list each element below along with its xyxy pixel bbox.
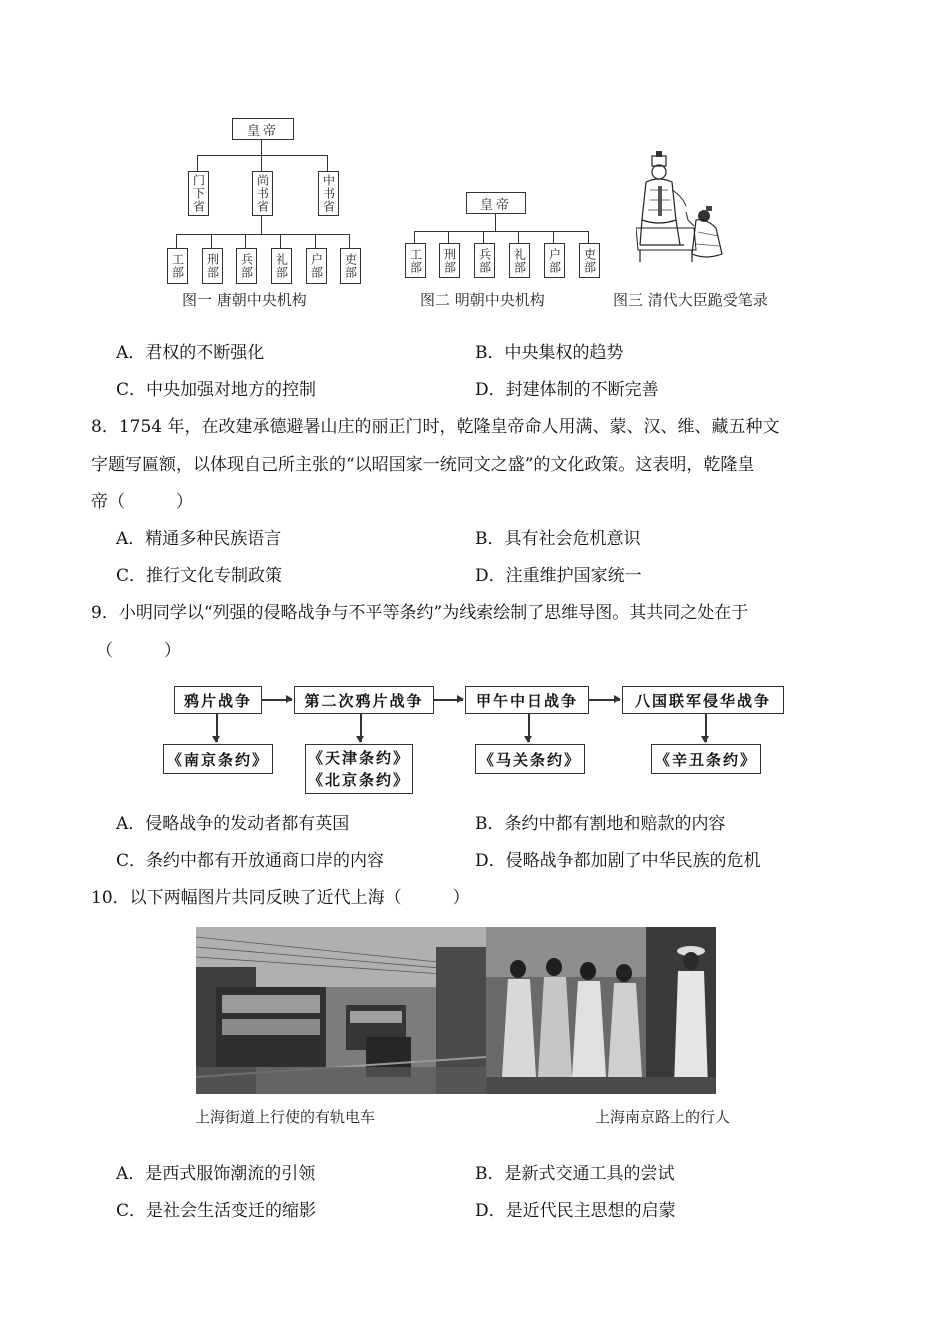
mm-treaty-tianjin: 《天津条约》 bbox=[307, 749, 410, 767]
q7-option-d[interactable]: D．封建体制的不断完善 bbox=[475, 380, 659, 400]
q7-option-a[interactable]: A．君权的不断强化 bbox=[116, 343, 265, 363]
q9-stem-line1: 9．小明同学以“列强的侵略战争与不平等条约”为线索绘制了思维导图。其共同之处在于 bbox=[91, 603, 749, 623]
fig2-emperor-label: 皇帝 bbox=[479, 197, 512, 213]
q8-option-c[interactable]: C．推行文化专制政策 bbox=[116, 566, 283, 586]
mm-war-opium: 鸦片战争 bbox=[174, 686, 262, 714]
q8-option-d[interactable]: D．注重维护国家统一 bbox=[475, 566, 642, 586]
mm-treaty-tianjin-beijing bbox=[305, 744, 413, 794]
fig2-ministry-hu: 户部 bbox=[544, 243, 565, 278]
fig1-province-zhongshu: 中书省 bbox=[318, 171, 339, 216]
q9-option-d[interactable]: D．侵略战争都加剧了中华民族的危机 bbox=[475, 851, 761, 871]
mm-arrow-2 bbox=[434, 699, 463, 701]
q9-option-c[interactable]: C．条约中都有开放通商口岸的内容 bbox=[116, 851, 385, 871]
q8-stem-line1: 8．1754 年，在改建承德避暑山庄的丽正门时，乾隆皇帝命人用满、蒙、汉、维、藏五种文 bbox=[91, 417, 780, 437]
fig3-caption: 图三 清代大臣跪受笔录 bbox=[613, 291, 768, 309]
mm-arrow-3 bbox=[589, 699, 620, 701]
q9-stem-line2: （ ） bbox=[96, 641, 181, 661]
q8-stem-line3: 帝（ ） bbox=[91, 492, 193, 512]
shanghai-photo-illustration bbox=[196, 927, 716, 1094]
fig2-caption: 图二 明朝中央机构 bbox=[420, 291, 545, 309]
shanghai-street-photo bbox=[196, 927, 716, 1094]
fig1-province-shangshu: 尚书省 bbox=[252, 171, 273, 216]
mm-war-second-opium: 第二次鸦片战争 bbox=[294, 686, 434, 714]
mm-treaty-nanjing: 《南京条约》 bbox=[163, 744, 273, 774]
mm-treaty-xinchou: 《辛丑条约》 bbox=[651, 744, 761, 774]
mm-treaty-beijing: 《北京条约》 bbox=[307, 771, 410, 789]
q10-caption-left: 上海街道上行使的有轨电车 bbox=[195, 1108, 376, 1126]
q10-option-b[interactable]: B．是新式交通工具的尝试 bbox=[475, 1164, 675, 1184]
q10-caption-right: 上海南京路上的行人 bbox=[595, 1108, 731, 1126]
fig1-ministry-li: 礼部 bbox=[271, 248, 292, 284]
q8-option-a[interactable]: A．精通多种民族语言 bbox=[116, 529, 282, 549]
q10-option-d[interactable]: D．是近代民主思想的启蒙 bbox=[475, 1201, 676, 1221]
fig2-emperor-box bbox=[466, 192, 526, 214]
mm-treaty-maguan: 《马关条约》 bbox=[475, 744, 585, 774]
mm-war-jiawu: 甲午中日战争 bbox=[465, 686, 589, 714]
q10-stem: 10．以下两幅图片共同反映了近代上海（ ） bbox=[91, 888, 470, 908]
fig1-province-menxia: 门下省 bbox=[188, 171, 209, 216]
q9-option-a[interactable]: A．侵略战争的发动者都有英国 bbox=[116, 814, 350, 834]
mm-war-eight-nation: 八国联军侵华战争 bbox=[622, 686, 784, 714]
fig1-emperor-box bbox=[232, 118, 294, 140]
fig1-ministry-libu: 吏部 bbox=[340, 248, 361, 284]
q10-option-c[interactable]: C．是社会生活变迁的缩影 bbox=[116, 1201, 317, 1221]
fig1-ministry-gong: 工部 bbox=[167, 248, 188, 284]
mm-arrow-down-4 bbox=[705, 714, 707, 742]
qing-minister-kneeling-illustration bbox=[636, 150, 726, 265]
fig2-ministry-li: 礼部 bbox=[509, 243, 530, 278]
q9-option-b[interactable]: B．条约中都有割地和赔款的内容 bbox=[475, 814, 726, 834]
fig2-ministry-xing: 刑部 bbox=[439, 243, 460, 278]
mm-arrow-down-3 bbox=[528, 714, 530, 742]
fig2-ministry-bing: 兵部 bbox=[474, 243, 495, 278]
q8-stem-line2: 字题写匾额，以体现自己所主张的“以昭国家一统同文之盛”的文化政策。这表明，乾隆皇 bbox=[91, 455, 755, 475]
mm-arrow-1 bbox=[262, 699, 292, 701]
fig1-ministry-bing: 兵部 bbox=[236, 248, 257, 284]
fig1-ministry-xing: 刑部 bbox=[202, 248, 223, 284]
fig2-ministry-libu: 吏部 bbox=[579, 243, 600, 278]
mm-arrow-down-2 bbox=[360, 714, 362, 742]
q7-option-c[interactable]: C．中央加强对地方的控制 bbox=[116, 380, 317, 400]
q10-option-a[interactable]: A．是西式服饰潮流的引领 bbox=[116, 1164, 316, 1184]
q8-option-b[interactable]: B．具有社会危机意识 bbox=[475, 529, 641, 549]
fig1-emperor-label: 皇帝 bbox=[246, 123, 279, 139]
fig1-caption: 图一 唐朝中央机构 bbox=[182, 291, 307, 309]
q7-option-b[interactable]: B．中央集权的趋势 bbox=[475, 343, 624, 363]
mm-arrow-down-1 bbox=[216, 714, 218, 742]
fig2-ministry-gong: 工部 bbox=[405, 243, 426, 278]
fig1-ministry-hu: 户部 bbox=[306, 248, 327, 284]
